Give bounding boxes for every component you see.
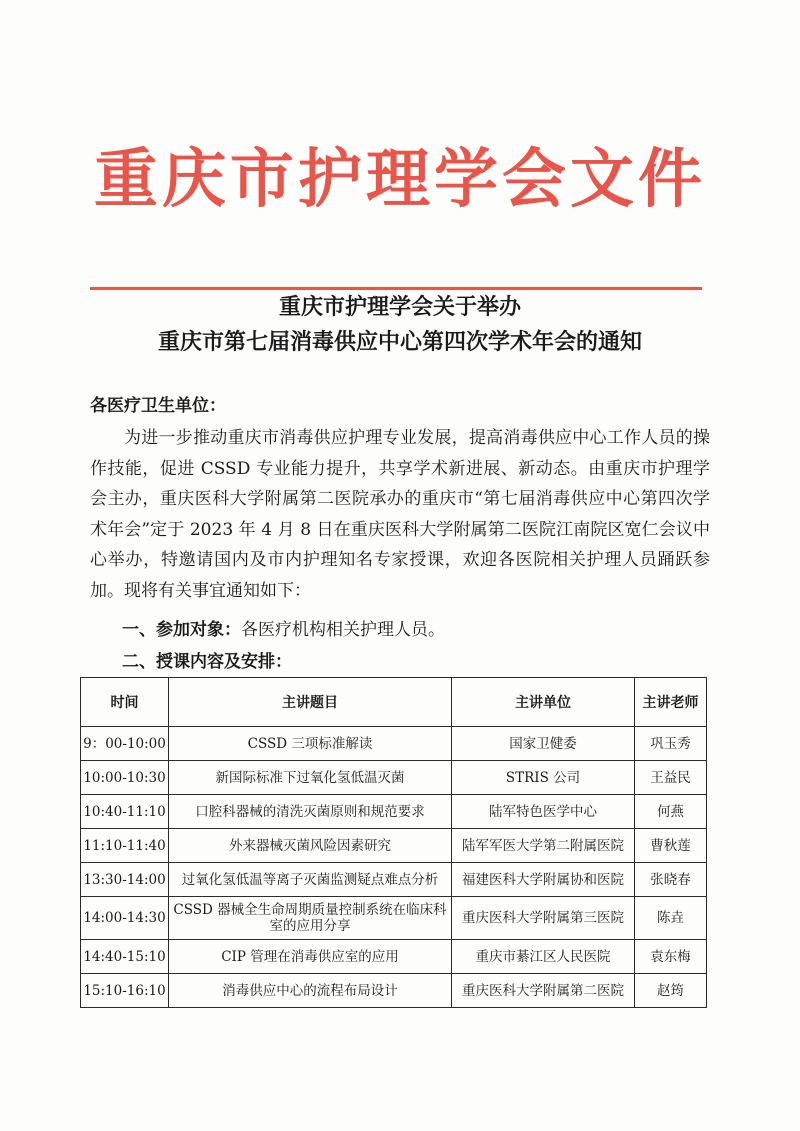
cell-unit: 国家卫健委 [452, 727, 635, 761]
table-header-row [81, 678, 707, 727]
table-row [81, 940, 707, 974]
header-unit: 主讲单位 [452, 678, 635, 727]
cell-unit: 陆军特色医学中心 [452, 795, 635, 829]
cell-speaker: 袁东梅 [635, 940, 707, 974]
cell-speaker: 王益民 [635, 761, 707, 795]
schedule-table [80, 677, 707, 1008]
cell-time: 10:00-10:30 [81, 761, 169, 795]
cell-speaker: 陈垚 [635, 897, 707, 940]
cell-time: 13:30-14:00 [81, 863, 169, 897]
cell-topic: CIP 管理在消毒供应室的应用 [169, 940, 452, 974]
cell-speaker: 巩玉秀 [635, 727, 707, 761]
body-paragraph: 为进一步推动重庆市消毒供应护理专业发展，提高消毒供应中心工作人员的操作技能，促进 CSSD 专业能力提升，共享学术新进展、新动态。由重庆市护理学会主办，重庆医科大学附属第二医院承办的重庆市“第七届消毒供应中心第四次学术年会”定于 2023 年 4 月 8 日在重庆医科大学附属第二医院江南院区宽仁会议中心举办，特邀请国内及市内护理知名专家授课，欢迎各医院相关护理人员踊跃参加。现将有关事宜通知如下： [90, 428, 710, 601]
cell-time: 14:00-14:30 [81, 897, 169, 940]
cell-topic: 过氧化氢低温等离子灭菌监测疑点难点分析 [169, 863, 452, 897]
table-row [81, 727, 707, 761]
cell-unit: 福建医科大学附属协和医院 [452, 863, 635, 897]
section-participants-text: 各医疗机构相关护理人员。 [241, 620, 445, 640]
cell-unit: 重庆市綦江区人民医院 [452, 940, 635, 974]
notice-title-line-2: 重庆市第七届消毒供应中心第四次学术年会的通知 [157, 330, 642, 355]
table-row [81, 863, 707, 897]
cell-topic: 新国际标准下过氧化氢低温灭菌 [169, 761, 452, 795]
cell-topic: CSSD 三项标准解读 [169, 727, 452, 761]
table-row [81, 829, 707, 863]
red-divider-rule [90, 287, 702, 290]
table-row [81, 795, 707, 829]
cell-speaker: 张晓春 [635, 863, 707, 897]
cell-unit: STRIS 公司 [452, 761, 635, 795]
salutation: 各医疗卫生单位： [90, 396, 226, 416]
section-participants-heading: 一、参加对象： [122, 620, 241, 640]
section-participants [122, 617, 445, 643]
cell-time: 15:10-16:10 [81, 974, 169, 1008]
cell-time: 11:10-11:40 [81, 829, 169, 863]
cell-time: 9：00-10:00 [81, 727, 169, 761]
header-speaker: 主讲老师 [635, 678, 707, 727]
masthead-title: 重庆市护理学会文件 [94, 143, 706, 217]
notice-title-line-1: 重庆市护理学会关于举办 [278, 295, 521, 320]
cell-unit: 重庆医科大学附属第二医院 [452, 974, 635, 1008]
cell-unit: 重庆医科大学附属第三医院 [452, 897, 635, 940]
header-time: 时间 [81, 678, 169, 727]
cell-speaker: 何燕 [635, 795, 707, 829]
table-row [81, 761, 707, 795]
section-schedule-heading: 二、授课内容及安排： [122, 652, 292, 672]
cell-topic: 消毒供应中心的流程布局设计 [169, 974, 452, 1008]
cell-time: 14:40-15:10 [81, 940, 169, 974]
cell-topic: 外来器械灭菌风险因素研究 [169, 829, 452, 863]
cell-unit: 陆军军医大学第二附属医院 [452, 829, 635, 863]
table-row [81, 974, 707, 1008]
table-row [81, 897, 707, 940]
cell-speaker: 赵筠 [635, 974, 707, 1008]
cell-topic: CSSD 器械全生命周期质量控制系统在临床科室的应用分享 [169, 897, 452, 940]
cell-speaker: 曹秋莲 [635, 829, 707, 863]
cell-topic: 口腔科器械的清洗灭菌原则和规范要求 [169, 795, 452, 829]
cell-time: 10:40-11:10 [81, 795, 169, 829]
header-topic: 主讲题目 [169, 678, 452, 727]
